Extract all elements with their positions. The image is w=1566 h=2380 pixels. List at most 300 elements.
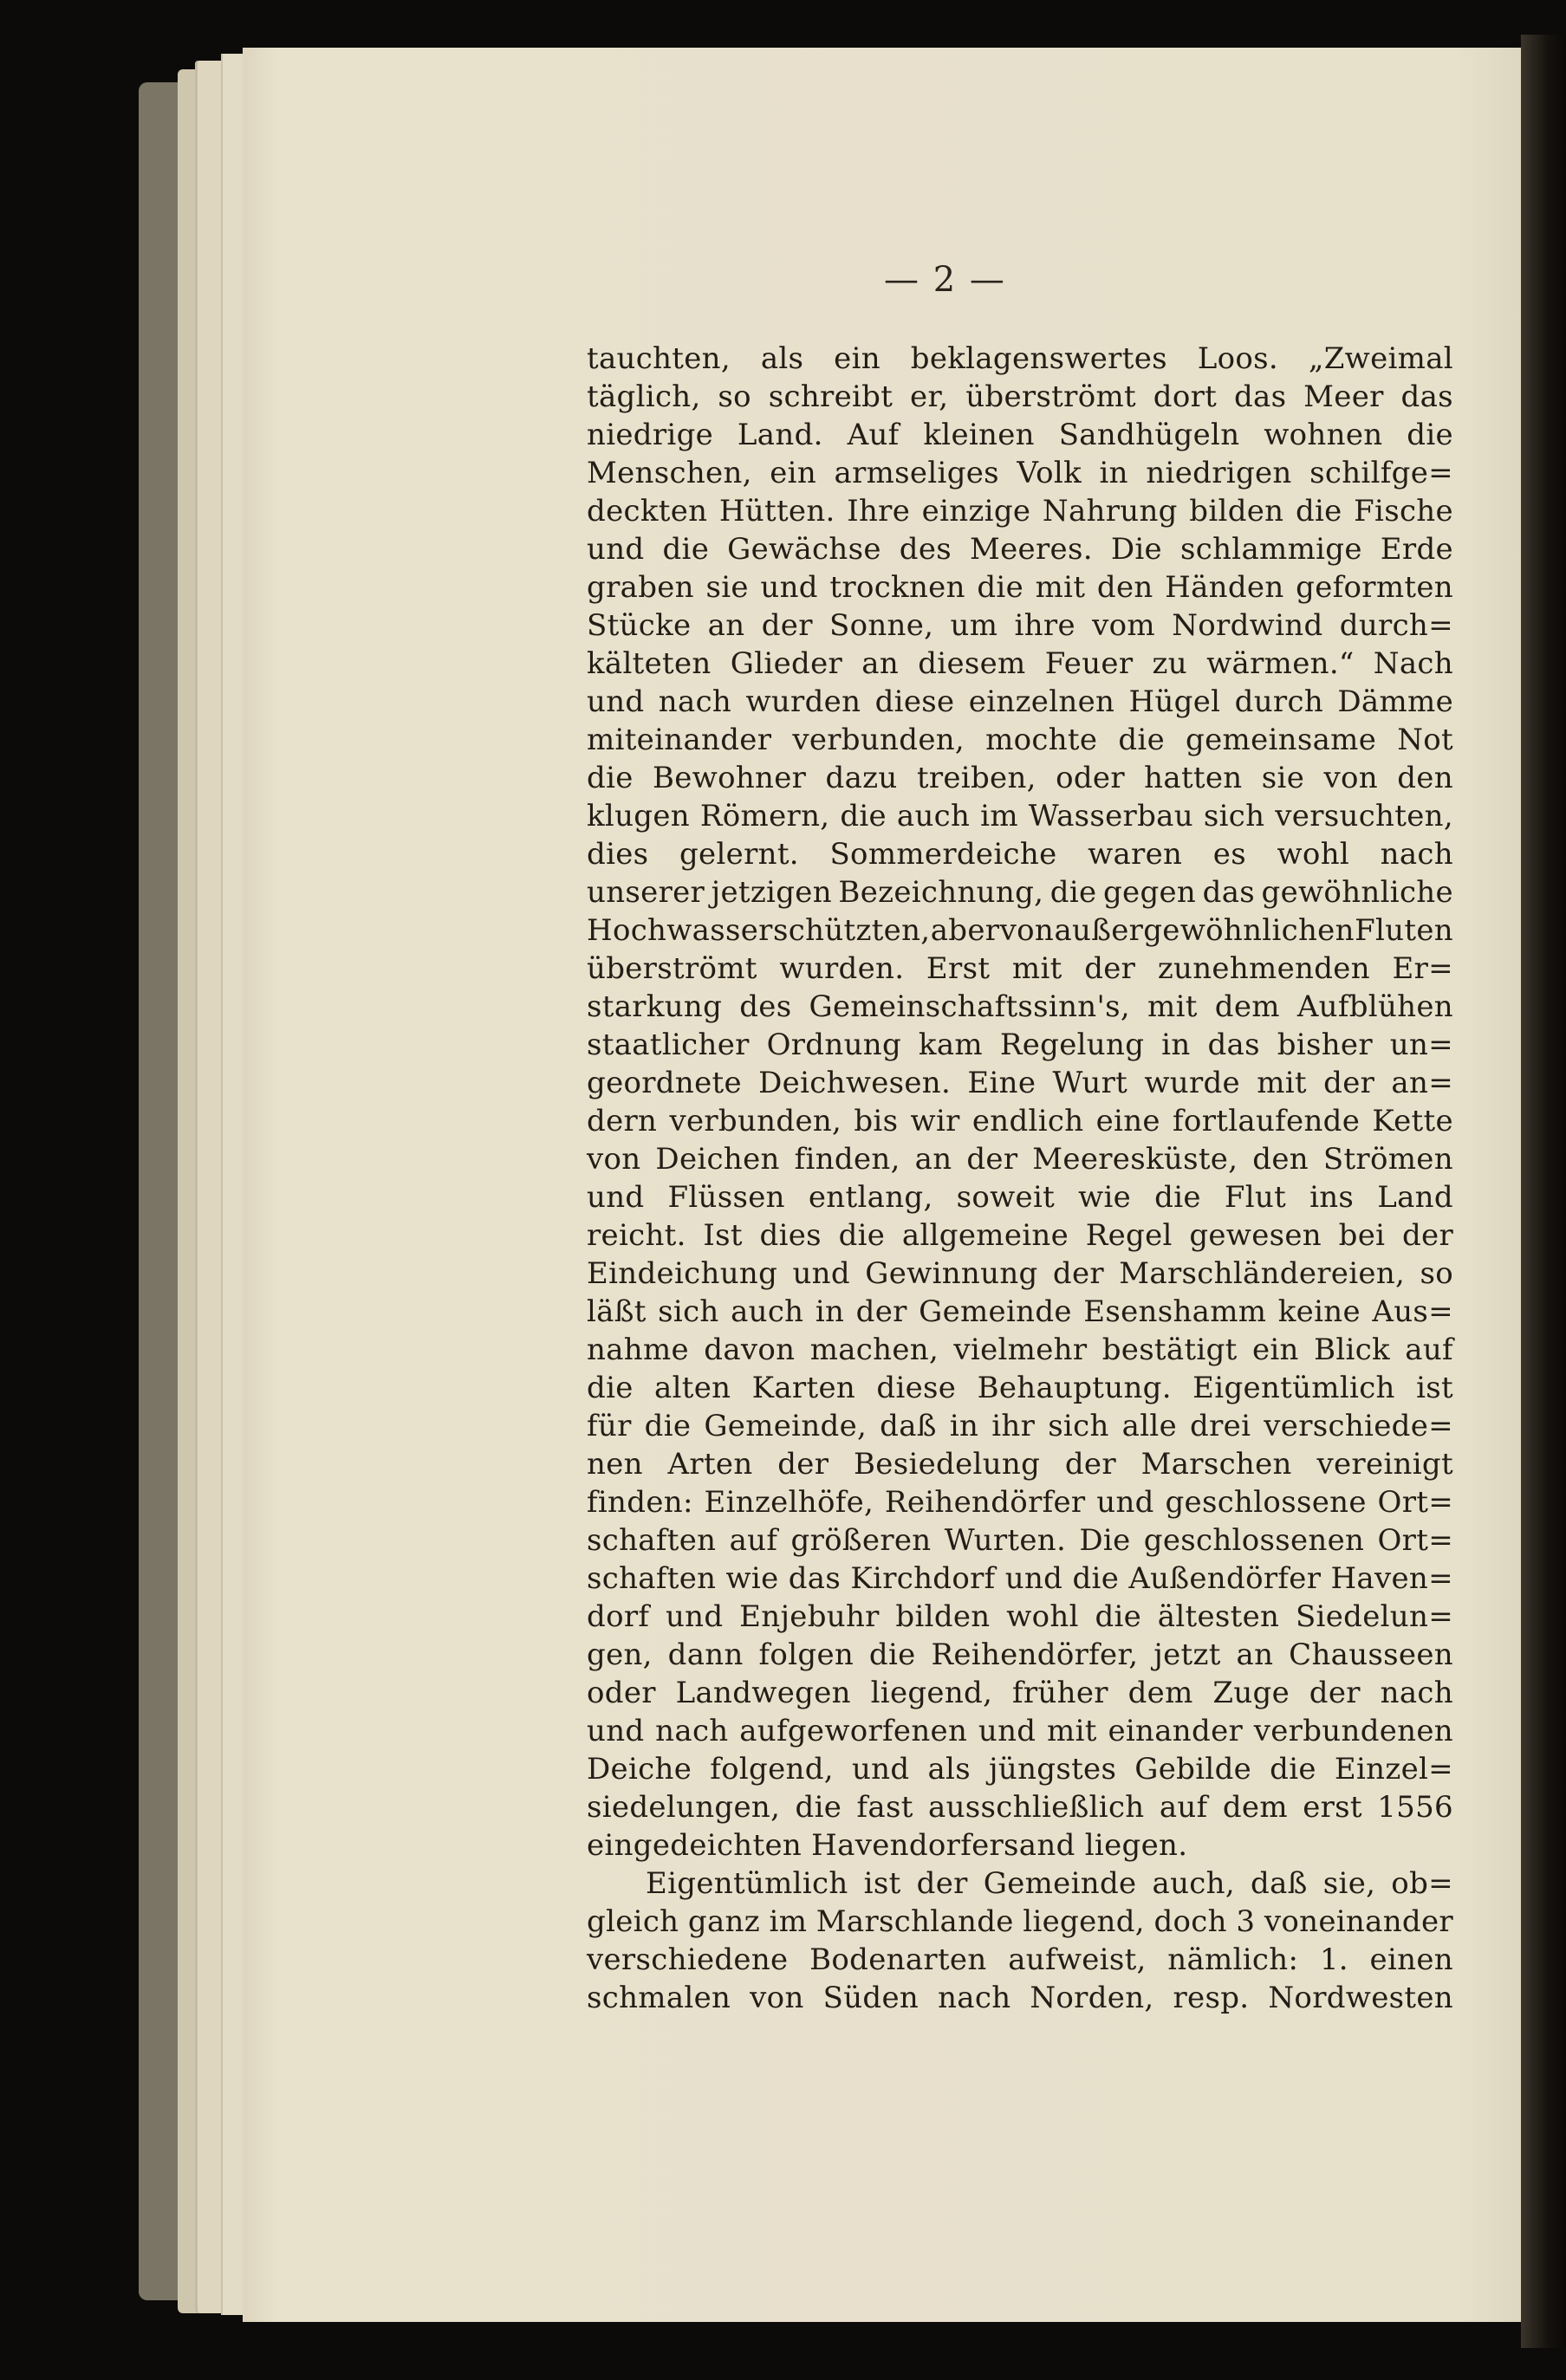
word: als	[927, 1752, 971, 1787]
word: alten	[654, 1371, 731, 1405]
word: entlang,	[808, 1180, 933, 1215]
word: für	[587, 1409, 632, 1443]
word: der	[761, 608, 813, 643]
word: außergewöhnlichen	[1054, 913, 1355, 948]
text-line	[587, 1979, 1453, 2017]
word: liegend,	[1023, 1904, 1145, 1939]
text-line	[587, 340, 1453, 378]
word: das	[788, 1561, 841, 1596]
word: die	[1049, 875, 1097, 910]
word: die	[1407, 418, 1453, 452]
word: Die	[1110, 532, 1162, 567]
body-text	[587, 340, 1453, 2017]
word: dem	[1222, 1790, 1288, 1825]
word: folgend,	[710, 1752, 834, 1787]
word: die	[1295, 494, 1342, 529]
text-line	[587, 1483, 1453, 1521]
word: schaften	[587, 1523, 717, 1558]
text-line	[587, 454, 1453, 492]
word: Gewächse	[727, 532, 881, 567]
text-line	[587, 759, 1453, 797]
word: die	[587, 761, 634, 795]
word: das	[1207, 1028, 1260, 1062]
word: auch	[731, 1294, 804, 1329]
word: daß	[880, 1409, 937, 1443]
word: zu	[1152, 646, 1187, 681]
word: Eigentümlich	[646, 1866, 848, 1901]
word: die	[838, 1218, 886, 1253]
word: Gemeinde	[919, 1294, 1072, 1329]
word: Norden,	[1030, 1981, 1154, 2015]
word: wohl	[1277, 837, 1350, 872]
word: staatlicher	[587, 1028, 750, 1062]
word: schützten,	[773, 913, 931, 948]
text-line	[587, 835, 1453, 873]
word: größeren	[790, 1523, 932, 1558]
text-line	[587, 1064, 1453, 1102]
word: Blick	[1314, 1333, 1390, 1367]
word: drei	[1190, 1409, 1251, 1443]
word: die	[977, 570, 1024, 605]
text-line	[587, 1750, 1453, 1788]
word: und	[978, 1714, 1036, 1748]
word: Wurten.	[944, 1523, 1067, 1558]
text-line	[587, 416, 1453, 454]
word: doch	[1153, 1904, 1227, 1939]
word: Reihendörfer	[884, 1485, 1086, 1520]
word: so	[718, 379, 751, 414]
word: reicht.	[587, 1218, 686, 1253]
word: auch,	[1152, 1866, 1235, 1901]
word: liegend,	[870, 1676, 993, 1710]
word: Karten	[751, 1371, 856, 1405]
page-number: — 2 —	[884, 260, 1006, 300]
word: gelernt.	[679, 837, 799, 872]
word: dort	[1153, 379, 1218, 414]
word: Auf	[847, 418, 900, 452]
word: 1.	[1319, 1942, 1348, 1977]
word: Ist	[703, 1218, 743, 1253]
word: bis	[854, 1104, 899, 1138]
word: Ort=	[1377, 1485, 1453, 1520]
word: im	[980, 799, 1018, 833]
word: gleich	[587, 1904, 679, 1939]
word: Eine	[967, 1066, 1036, 1100]
word: und	[665, 1599, 724, 1634]
word: wurden.	[779, 951, 905, 986]
word: jetzigen	[711, 875, 832, 910]
text-line	[587, 1102, 1453, 1140]
word: im	[769, 1904, 808, 1939]
word: graben	[587, 570, 694, 605]
word: Deichwesen.	[758, 1066, 952, 1100]
word: dies	[759, 1218, 822, 1253]
word: mit	[1035, 570, 1086, 605]
text-line	[587, 797, 1453, 835]
word: an	[861, 646, 900, 681]
word: Arten	[667, 1447, 753, 1482]
word: von	[587, 1142, 641, 1177]
word: Hochwasser	[587, 913, 773, 948]
word: der	[1401, 1218, 1453, 1253]
word: Land	[1377, 1180, 1453, 1215]
text-line	[587, 530, 1453, 568]
word: versuchten,	[1275, 799, 1453, 833]
word: Stücke	[587, 608, 692, 643]
word: Erst	[926, 951, 991, 986]
word: gewesen	[1189, 1218, 1322, 1253]
word: dern	[587, 1104, 658, 1138]
word: durch=	[1339, 608, 1453, 643]
word: in	[1161, 1028, 1191, 1062]
text-line	[587, 1788, 1453, 1826]
word: Eigentümlich	[1192, 1371, 1395, 1405]
word: diese	[874, 684, 955, 719]
word: und	[587, 1714, 645, 1748]
word: endlich	[971, 1104, 1084, 1138]
word: daß	[1251, 1866, 1308, 1901]
word: gegen	[1102, 875, 1197, 910]
word: Loos.	[1197, 341, 1278, 376]
text-line	[587, 911, 1453, 950]
word: Fluten	[1355, 913, 1453, 948]
word: Menschen,	[587, 456, 752, 490]
word: der	[1052, 1256, 1104, 1291]
text-line	[587, 378, 1453, 416]
word: der	[966, 1142, 1018, 1177]
word: den	[1397, 761, 1453, 795]
text-line	[587, 1712, 1453, 1750]
word: ein	[1251, 1333, 1299, 1367]
word: Wasserbau	[1028, 799, 1193, 833]
word: an	[707, 608, 745, 643]
word: ganz	[687, 1904, 760, 1939]
word: Ort=	[1377, 1523, 1453, 1558]
word: eine	[1095, 1104, 1160, 1138]
word: von	[750, 1981, 804, 2015]
word: gewöhnliche	[1261, 875, 1453, 910]
word: und	[1004, 1561, 1063, 1596]
word: Meeres.	[970, 532, 1093, 567]
word: das	[1202, 875, 1256, 910]
word: Volk	[1017, 456, 1082, 490]
word: Gemeinschaftssinn's,	[809, 989, 1130, 1024]
word: Regelung	[999, 1028, 1145, 1062]
text-line	[587, 606, 1453, 645]
text-line	[587, 1674, 1453, 1712]
word: geschlossenen	[1143, 1523, 1365, 1558]
word: Wurt	[1052, 1066, 1128, 1100]
word: „Zweimal	[1308, 341, 1453, 376]
word: von	[999, 913, 1055, 948]
word: ältesten	[1157, 1599, 1280, 1634]
word: es	[1212, 837, 1246, 872]
word: Marschen	[1140, 1447, 1292, 1482]
word: in	[815, 1294, 845, 1329]
word: Ihre	[847, 494, 911, 529]
word: an	[914, 1142, 952, 1177]
word: den	[1096, 570, 1153, 605]
word: schilfge=	[1309, 456, 1453, 490]
word: einen	[1369, 1942, 1453, 1977]
word: geformten	[1296, 570, 1453, 605]
text-line	[587, 1941, 1453, 1979]
word: Nordwind	[1172, 608, 1323, 643]
word: verschiedene	[587, 1942, 789, 1977]
word: keine	[1277, 1294, 1361, 1329]
word: auf	[1405, 1333, 1453, 1367]
text-line	[587, 1521, 1453, 1560]
text-line	[587, 721, 1453, 759]
word: überströmt	[587, 951, 757, 986]
word: treiben,	[916, 761, 1036, 795]
word: Zuge	[1212, 1676, 1290, 1710]
word: und	[760, 570, 818, 605]
word: die	[644, 1409, 692, 1443]
word: auf	[729, 1523, 778, 1558]
word: einzelnen	[968, 684, 1115, 719]
word: fast	[856, 1790, 913, 1825]
text-line	[587, 1636, 1453, 1674]
text-line	[587, 1140, 1453, 1178]
word: Bewohner	[652, 761, 807, 795]
word: als	[760, 341, 804, 376]
word: Eindeichung	[587, 1256, 778, 1291]
word: nahme	[587, 1333, 689, 1367]
word: Esenshamm	[1083, 1294, 1267, 1329]
word: 3	[1236, 1904, 1256, 1939]
word: schaften	[587, 1561, 717, 1596]
word: verbundenen	[1253, 1714, 1453, 1748]
text-line	[587, 492, 1453, 530]
word: vielmehr	[953, 1333, 1088, 1367]
word: Sommerdeiche	[829, 837, 1057, 872]
word: an=	[1391, 1066, 1453, 1100]
word: Bezeichnung,	[838, 875, 1044, 910]
word: Flüssen	[667, 1180, 785, 1215]
word: ob=	[1391, 1866, 1453, 1901]
word: sie	[1261, 761, 1305, 795]
word: mit	[1011, 951, 1062, 986]
word: und	[792, 1256, 850, 1291]
word: nen	[587, 1447, 643, 1482]
word: Gebilde	[1134, 1752, 1252, 1787]
word: so	[1420, 1256, 1453, 1291]
word: geordnete	[587, 1066, 742, 1100]
word: Aufblühen	[1296, 989, 1453, 1024]
word: der	[1309, 1676, 1361, 1710]
text-line	[587, 1178, 1453, 1216]
word: dann	[667, 1637, 744, 1672]
word: in	[949, 1409, 979, 1443]
word: ihre	[1014, 608, 1075, 643]
word: wohnen	[1264, 418, 1383, 452]
word: den	[1252, 1142, 1309, 1177]
word: schmalen	[587, 1981, 731, 2015]
word: nach	[1380, 1676, 1453, 1710]
word: niedrige	[587, 418, 714, 452]
word: Einzelhöfe,	[704, 1485, 874, 1520]
text-line	[587, 1216, 1453, 1255]
word: Hügel	[1128, 684, 1221, 719]
word: die	[868, 1637, 916, 1672]
word: Not	[1397, 723, 1453, 757]
word: deckten	[587, 494, 708, 529]
word: starkung	[587, 989, 723, 1024]
word: Flut	[1224, 1180, 1287, 1215]
word: resp.	[1173, 1981, 1250, 2015]
word: Die	[1079, 1523, 1131, 1558]
word: folgen	[758, 1637, 854, 1672]
word: Nahrung	[1042, 494, 1178, 529]
word: Meer	[1303, 379, 1384, 414]
word: machen,	[809, 1333, 939, 1367]
word: Händen	[1165, 570, 1284, 605]
word: Besiedelung	[853, 1447, 1041, 1482]
word: früher	[1012, 1676, 1108, 1710]
word: wie	[1078, 1180, 1132, 1215]
word: die	[587, 1371, 634, 1405]
word: Gemeinde	[983, 1866, 1137, 1901]
word: zunehmenden	[1157, 951, 1370, 986]
word: un=	[1389, 1028, 1453, 1062]
word: vom	[1092, 608, 1155, 643]
word: Enjebuhr	[739, 1599, 880, 1634]
text-line	[587, 988, 1453, 1026]
word: wurden	[745, 684, 861, 719]
word: aufweist,	[1008, 1942, 1147, 1977]
word: aber	[930, 913, 1000, 948]
word: bei	[1338, 1218, 1386, 1253]
word: der	[916, 1866, 968, 1901]
word: verschiede=	[1264, 1409, 1453, 1443]
word: diesem	[918, 646, 1026, 681]
word: das	[1233, 379, 1287, 414]
word: bisher	[1277, 1028, 1373, 1062]
word: und	[587, 684, 645, 719]
word: nach	[658, 684, 732, 719]
text-line: eingedeichten Havendorfersand liegen.	[587, 1828, 1188, 1863]
word: überströmt	[965, 379, 1136, 414]
word: an	[1236, 1637, 1274, 1672]
text-line	[587, 683, 1453, 721]
word: der	[777, 1447, 829, 1482]
word: Außendörfer	[1128, 1561, 1322, 1596]
book-spine-shadow	[1521, 35, 1566, 2348]
word: tauchten,	[587, 341, 731, 376]
word: wärmen.“	[1206, 646, 1355, 681]
word: aufgeworfenen	[739, 1714, 968, 1748]
word: Regel	[1085, 1218, 1173, 1253]
word: auch	[896, 799, 971, 833]
word: fortlaufende	[1173, 1104, 1361, 1138]
word: Behauptung.	[977, 1371, 1172, 1405]
word: wie	[725, 1561, 779, 1596]
word: die	[1072, 1561, 1120, 1596]
word: Glieder	[730, 646, 843, 681]
word: Sonne,	[829, 608, 934, 643]
word: geschlossene	[1165, 1485, 1367, 1520]
word: Nach	[1373, 646, 1453, 681]
word: Marschlande	[815, 1904, 1014, 1939]
word: und	[587, 532, 645, 567]
word: läßt	[587, 1294, 647, 1329]
word: Gemeinde,	[704, 1409, 867, 1443]
word: der	[1323, 1066, 1375, 1100]
word: 1556	[1377, 1790, 1453, 1825]
word: Chausseen	[1289, 1637, 1453, 1672]
word: nach	[938, 1981, 1011, 2015]
word: um	[950, 608, 998, 643]
word: Nordwesten	[1268, 1981, 1453, 2015]
word: auf	[1159, 1790, 1208, 1825]
word: Kette	[1372, 1104, 1453, 1138]
word: oder	[1056, 761, 1125, 795]
word: unserer	[587, 875, 705, 910]
text-line	[587, 1026, 1453, 1064]
word: wohl	[1006, 1599, 1079, 1634]
word: Feuer	[1044, 646, 1134, 681]
word: in	[1099, 456, 1128, 490]
word: Kirchdorf	[850, 1561, 996, 1596]
word: sie,	[1322, 1866, 1376, 1901]
word: ins	[1309, 1180, 1355, 1215]
text-line	[587, 873, 1453, 911]
word: die	[1118, 723, 1166, 757]
word: ihr	[991, 1409, 1036, 1443]
word: nämlich:	[1167, 1942, 1299, 1977]
word: vereinigt	[1316, 1447, 1453, 1482]
word: Strömen	[1322, 1142, 1453, 1177]
word: dem	[1127, 1676, 1193, 1710]
word: Sandhügeln	[1058, 418, 1240, 452]
word: mit	[1147, 989, 1198, 1024]
word: diese	[876, 1371, 957, 1405]
word: Süden	[822, 1981, 919, 2015]
word: Einzel=	[1334, 1752, 1453, 1787]
word: Land.	[737, 418, 823, 452]
word: Bodenarten	[809, 1942, 987, 1977]
word: wurde	[1144, 1066, 1240, 1100]
word: und	[851, 1752, 910, 1787]
word: siedelungen,	[587, 1790, 781, 1825]
word: ein	[770, 456, 817, 490]
text-line	[587, 1331, 1453, 1369]
word: und	[1096, 1485, 1154, 1520]
word: dem	[1214, 989, 1280, 1024]
word: mit	[1257, 1066, 1307, 1100]
word: ein	[834, 341, 880, 376]
word: er,	[910, 379, 949, 414]
word: Ordnung	[766, 1028, 902, 1062]
word: Fische	[1354, 494, 1453, 529]
word: sich	[1048, 1409, 1109, 1443]
word: Landwegen	[675, 1676, 851, 1710]
word: kleinen	[923, 418, 1035, 452]
word: waren	[1088, 837, 1183, 872]
word: armseliges	[834, 456, 999, 490]
word: des	[899, 532, 952, 567]
word: der	[1064, 1447, 1116, 1482]
text-line	[587, 1369, 1453, 1407]
word: durch	[1234, 684, 1324, 719]
word: Er=	[1392, 951, 1453, 986]
word: oder	[587, 1676, 656, 1710]
word: niedrigen	[1146, 456, 1292, 490]
word: und	[587, 1180, 645, 1215]
word: täglich,	[587, 379, 701, 414]
text-line	[587, 1903, 1453, 1941]
